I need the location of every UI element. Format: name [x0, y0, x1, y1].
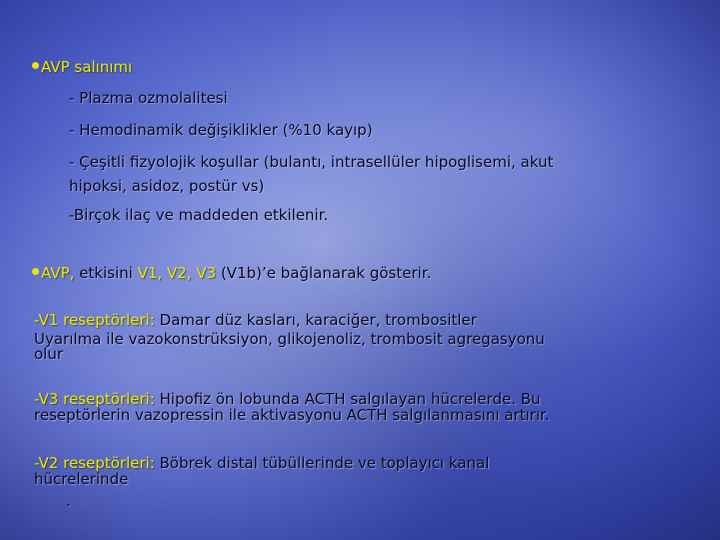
- bullet-dot-icon: [32, 62, 39, 69]
- v1-receptors-text: Damar düz kasları, karaciğer, trombositler: [154, 311, 477, 329]
- avp-text1: etkisini: [74, 264, 138, 282]
- v3-receptors-line2: reseptörlerin vazopressin ile aktivasyonu ACTH salgılanmasını artırır.: [34, 406, 550, 424]
- sub-item-plasma: - Plazma ozmolalitesi: [69, 89, 228, 107]
- avp-text2: (V1b)’e bağlanarak gösterir.: [216, 264, 432, 282]
- avp-receptors: V1, V2, V3: [137, 264, 217, 282]
- sub-item-drugs: -Birçok ilaç ve maddeden etkilenir.: [69, 206, 329, 224]
- v1-receptors-head: -V1 reseptörleri:: [34, 311, 155, 329]
- v2-receptors-line2: hücrelerinde: [34, 470, 129, 488]
- v3-receptors-text: Hipofiz ön lobunda ACTH salgılayan hücrelerde. Bu: [154, 390, 541, 408]
- bullet-avp-effect: [32, 264, 431, 282]
- v2-receptors-head: -V2 reseptörleri:: [34, 454, 155, 472]
- v2-receptors-line3: .: [66, 492, 71, 510]
- v1-receptors-line: [34, 311, 477, 329]
- bullet-dot-icon: [32, 268, 39, 275]
- v1-receptors-line2: Uyarılma ile vazokonstrüksiyon, glikojenoliz, trombosit agregasyonu: [34, 330, 545, 348]
- sub-item-physiologic: - Çeşitli fizyolojik koşullar (bulantı, intrasellüler hipoglisemi, akut: [69, 153, 554, 171]
- sub-item-hemodynamic: - Hemodinamik değişiklikler (%10 kayıp): [69, 121, 373, 139]
- bullet-avp-release: [32, 58, 132, 76]
- sub-item-physiologic-cont: hipoksi, asidoz, postür vs): [69, 177, 265, 195]
- v2-receptors-text: Böbrek distal tübüllerinde ve toplayıcı kanal: [154, 454, 490, 472]
- v3-receptors-head: -V3 reseptörleri:: [34, 390, 155, 408]
- bullet-avp-release-label: AVP salınımı: [41, 58, 133, 76]
- avp-lead: AVP,: [41, 264, 75, 282]
- v1-receptors-line3: olur: [34, 345, 64, 363]
